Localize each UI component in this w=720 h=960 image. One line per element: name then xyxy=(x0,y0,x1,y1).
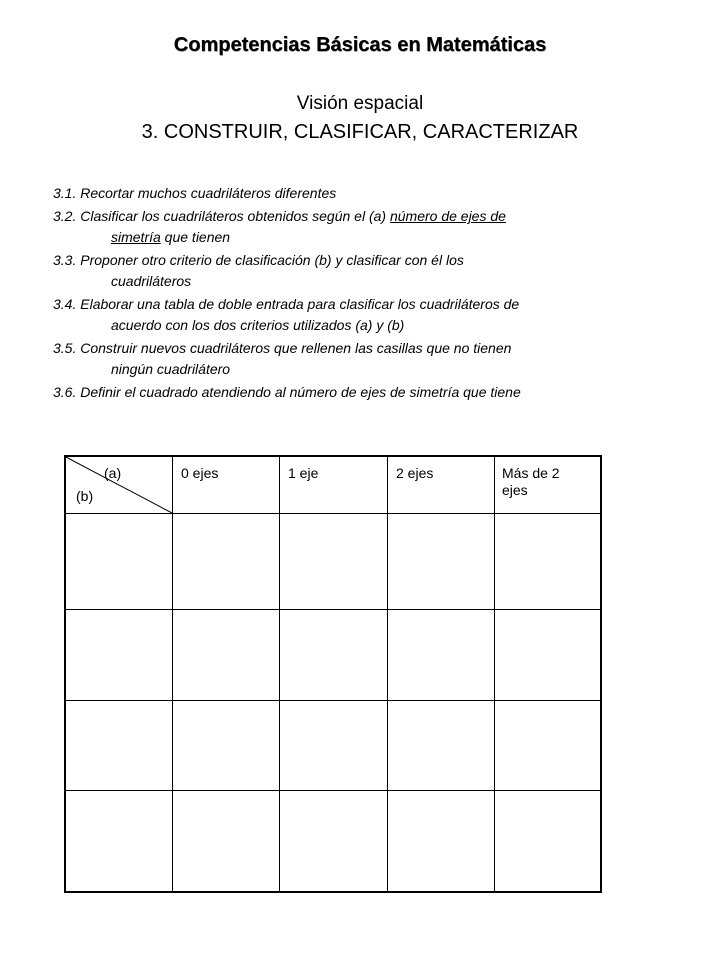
task-text-continued: cuadriláteros xyxy=(111,273,192,289)
task-text-continued: ningún cuadrilátero xyxy=(111,361,231,377)
corner-label-a: (a) xyxy=(104,465,122,481)
task-text-continued: acuerdo con los dos criterios utilizados (a) y (b) xyxy=(111,317,405,333)
task-text-underlined: simetría xyxy=(111,229,161,245)
page-header-title: Competencias Básicas en Matemáticas xyxy=(173,34,547,56)
column-header-0-ejes: 0 ejes xyxy=(181,465,219,481)
table-row-divider xyxy=(66,790,600,791)
task-text: Construir nuevos cuadriláteros que rellenen las casillas que no tienen xyxy=(80,340,512,356)
task-text: que tienen xyxy=(160,229,231,245)
corner-label-b: (b) xyxy=(76,488,94,504)
table-column-divider xyxy=(494,457,495,891)
column-header-mas-de-2-ejes: Más de 2 ejes xyxy=(502,465,560,498)
task-item-3-6 xyxy=(53,382,613,403)
task-item-3-2 xyxy=(53,206,613,248)
table-row-divider xyxy=(66,700,600,701)
task-text: Elaborar una tabla de doble entrada para clasificar los cuadriláteros de xyxy=(80,296,520,312)
table-column-divider xyxy=(387,457,388,891)
table-column-divider xyxy=(172,457,173,891)
task-item-3-1 xyxy=(53,183,613,204)
table-row-divider xyxy=(66,609,600,610)
task-text: Proponer otro criterio de clasificación (b) y clasificar con él los xyxy=(80,252,464,268)
task-item-3-4 xyxy=(53,294,613,336)
task-text: Recortar muchos cuadriláteros diferentes xyxy=(80,185,337,201)
task-list xyxy=(53,183,613,405)
task-number: 3.2. xyxy=(53,208,77,224)
task-number: 3.1. xyxy=(53,185,77,201)
task-number: 3.6. xyxy=(53,384,77,400)
table-row-divider xyxy=(66,513,600,514)
column-header-2-ejes: 2 ejes xyxy=(396,465,434,481)
task-item-3-3 xyxy=(53,250,613,292)
task-text-underlined: número de ejes de xyxy=(389,208,506,224)
section-title: 3. CONSTRUIR, CLASIFICAR, CARACTERIZAR xyxy=(141,121,579,143)
task-text: Definir el cuadrado atendiendo al número de ejes de simetría que tiene xyxy=(80,384,521,400)
page-subtitle: Visión espacial xyxy=(296,93,424,114)
task-item-3-5 xyxy=(53,338,613,380)
classification-table xyxy=(64,455,602,893)
task-number: 3.5. xyxy=(53,340,77,356)
table-column-divider xyxy=(279,457,280,891)
task-number: 3.4. xyxy=(53,296,77,312)
task-text: Clasificar los cuadriláteros obtenidos según el (a) xyxy=(80,208,390,224)
task-number: 3.3. xyxy=(53,252,77,268)
column-header-1-eje: 1 eje xyxy=(288,465,319,481)
